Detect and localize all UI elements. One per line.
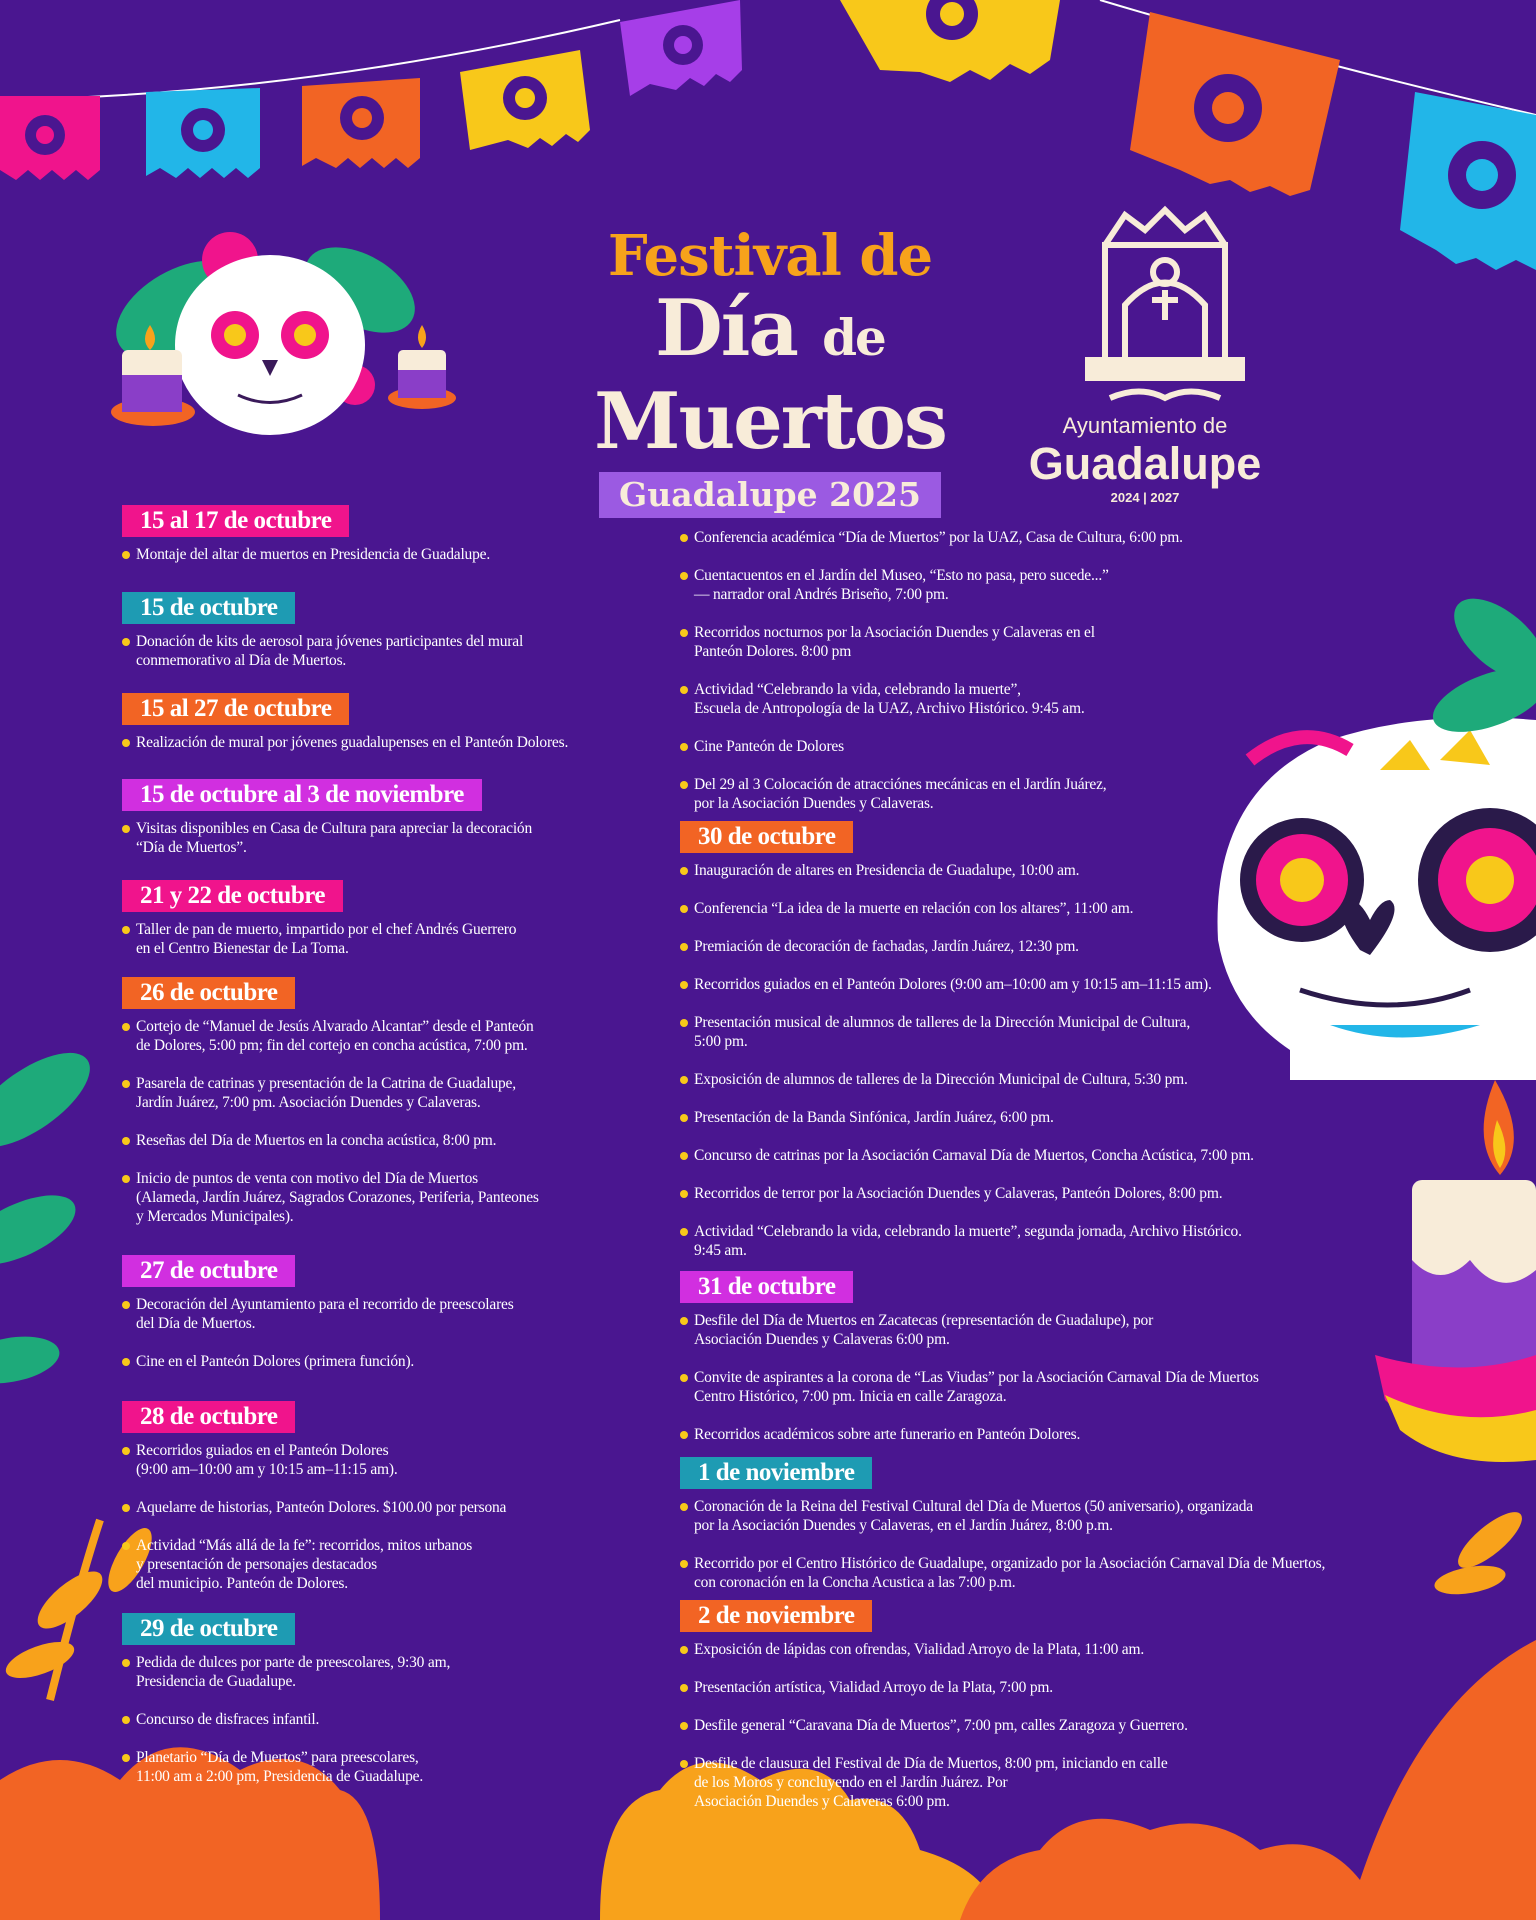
ayuntamiento-logo (990, 413, 1300, 507)
title-line-2 (500, 283, 1040, 467)
date-section (680, 821, 1420, 1279)
event-item (122, 1441, 662, 1479)
event-text-line: Escuela de Antropología de la UAZ, Archivo Histórico. 9:45 am. (694, 700, 1085, 717)
event-text-line: y presentación de personajes destacados (136, 1556, 377, 1573)
date-badge: 15 al 27 de octubre (122, 693, 349, 725)
event-text-line: Pasarela de catrinas y presentación de la Catrina de Guadalupe, (136, 1075, 516, 1092)
event-item (680, 737, 1420, 756)
event-text-line: Conferencia “La idea de la muerte en relación con los altares”, 11:00 am. (694, 900, 1134, 917)
event-text-line: Recorridos nocturnos por la Asociación Duendes y Calaveras en el (694, 624, 1095, 641)
event-text-line: Presidencia de Guadalupe. (136, 1673, 296, 1690)
event-item (122, 1074, 662, 1112)
event-text-line: Recorridos guiados en el Panteón Dolores (136, 1442, 389, 1459)
event-text-line: en el Centro Bienestar de La Toma. (136, 940, 349, 957)
date-badge: 29 de octubre (122, 1613, 295, 1645)
date-badge: 21 y 22 de octubre (122, 880, 343, 912)
event-text-line: Visitas disponibles en Casa de Cultura para apreciar la decoración (136, 820, 533, 837)
event-list (122, 1441, 662, 1593)
event-text-line: “Día de Muertos”. (136, 839, 247, 856)
event-item (122, 1017, 662, 1055)
event-text-line: Convite de aspirantes a la corona de “Las Viudas” por la Asociación Carnaval Día de Muertos (694, 1369, 1259, 1386)
event-text-line: y Mercados Municipales). (136, 1208, 294, 1225)
date-section (122, 592, 662, 689)
date-section (122, 1613, 662, 1805)
event-text-line: 9:45 am. (694, 1242, 747, 1259)
event-text-line: del Día de Muertos. (136, 1315, 256, 1332)
event-text-line: Presentación musical de alumnos de talleres de la Dirección Municipal de Cultura, (694, 1014, 1190, 1031)
event-item (680, 528, 1420, 547)
event-item (122, 733, 662, 752)
event-item (680, 937, 1420, 956)
event-text-line: por la Asociación Duendes y Calaveras. (694, 795, 934, 812)
event-text-line: Aquelarre de historias, Panteón Dolores. $100.00 por persona (136, 1499, 507, 1516)
event-text-line: Del 29 al 3 Colocación de atracciónes mecánicas en el Jardín Juárez, (694, 776, 1107, 793)
event-text-line: Reseñas del Día de Muertos en la concha acústica, 8:00 pm. (136, 1132, 497, 1149)
event-text-line: Concurso de disfraces infantil. (136, 1711, 320, 1728)
title-line-1: Festival de (607, 223, 933, 289)
event-item (680, 566, 1420, 604)
event-text-line: Jardín Juárez, 7:00 pm. Asociación Duendes y Calaveras. (136, 1094, 481, 1111)
event-list (122, 1017, 662, 1226)
date-section (122, 1255, 662, 1390)
date-section (122, 880, 662, 977)
event-list (122, 632, 662, 670)
event-item (122, 545, 662, 564)
date-section (122, 977, 662, 1245)
date-badge: 2 de noviembre (680, 1600, 872, 1632)
event-item (122, 920, 662, 958)
event-list (122, 733, 662, 752)
event-text-line: Inauguración de altares en Presidencia de Guadalupe, 10:00 am. (694, 862, 1080, 879)
event-text-line: Desfile de clausura del Festival de Día de Muertos, 8:00 pm, iniciando en calle (694, 1755, 1168, 1772)
event-item (680, 1013, 1420, 1051)
event-text-line: del municipio. Panteón de Dolores. (136, 1575, 348, 1592)
event-text-line: Recorridos académicos sobre arte funerario en Panteón Dolores. (694, 1426, 1081, 1443)
date-badge: 27 de octubre (122, 1255, 295, 1287)
event-text-line: Desfile del Día de Muertos en Zacatecas (representación de Guadalupe), por (694, 1312, 1154, 1329)
event-text-line: Exposición de alumnos de talleres de la Dirección Municipal de Cultura, 5:30 pm. (694, 1071, 1188, 1088)
event-text-line: Conferencia académica “Día de Muertos” por la UAZ, Casa de Cultura, 6:00 pm. (694, 529, 1183, 546)
logo-line-3: 2024 | 2027 (1110, 490, 1180, 505)
event-item (680, 1146, 1420, 1165)
event-text-line: Exposición de lápidas con ofrendas, Vialidad Arroyo de la Plata, 11:00 am. (694, 1641, 1145, 1658)
event-item (680, 1497, 1420, 1535)
event-text-line: conmemorativo al Día de Muertos. (136, 652, 347, 669)
event-text-line: Coronación de la Reina del Festival Cultural del Día de Muertos (50 aniversario), organizada (694, 1498, 1253, 1515)
event-text-line: Panteón Dolores. 8:00 pm (694, 643, 852, 660)
subtitle-badge: Guadalupe 2025 (599, 472, 941, 518)
event-text-line: Inicio de puntos de venta con motivo del Día de Muertos (136, 1170, 478, 1187)
event-text-line: de los Moros y concluyendo en el Jardín Juárez. Por (694, 1774, 1008, 1791)
event-item (122, 1498, 662, 1517)
event-item (122, 1295, 662, 1333)
event-item (680, 1311, 1420, 1349)
event-text-line: Actividad “Celebrando la vida, celebrando la muerte”, (694, 681, 1021, 698)
event-list (680, 528, 1420, 813)
event-text-line: Presentación de la Banda Sinfónica, Jardín Juárez, 6:00 pm. (694, 1109, 1054, 1126)
event-text-line: Asociación Duendes y Calaveras 6:00 pm. (694, 1793, 950, 1810)
event-text-line: Actividad “Celebrando la vida, celebrando la muerte”, segunda jornada, Archivo Histórico. (694, 1223, 1242, 1240)
event-text-line: Asociación Duendes y Calaveras 6:00 pm. (694, 1331, 950, 1348)
event-text-line: Recorridos guiados en el Panteón Dolores (9:00 am–10:00 am y 10:15 am–11:15 am). (694, 976, 1212, 993)
event-text-line: 11:00 am a 2:00 pm, Presidencia de Guadalupe. (136, 1768, 423, 1785)
event-text-line: Cine en el Panteón Dolores (primera función). (136, 1353, 415, 1370)
event-item (680, 1678, 1420, 1697)
date-badge: 26 de octubre (122, 977, 295, 1009)
date-section (122, 1401, 662, 1612)
event-item (122, 819, 662, 857)
date-section (680, 1457, 1420, 1611)
event-item (680, 1108, 1420, 1127)
event-text-line: Desfile general “Caravana Día de Muertos”, 7:00 pm, calles Zaragoza y Guerrero. (694, 1717, 1188, 1734)
event-item (680, 1184, 1420, 1203)
title-word-dia: Día (655, 283, 797, 374)
event-text-line: Centro Histórico, 7:00 pm. Inicia en calle Zaragoza. (694, 1388, 1007, 1405)
logo-line-1: Ayuntamiento de (1062, 413, 1228, 438)
event-item (680, 1640, 1420, 1659)
title-word-muertos: Muertos (594, 376, 946, 467)
date-badge: 30 de octubre (680, 821, 853, 853)
event-item (122, 1653, 662, 1691)
festival-title (500, 225, 1040, 518)
event-text-line: Recorrido por el Centro Histórico de Guadalupe, organizado por la Asociación Carnaval Día de Muertos, (694, 1555, 1326, 1572)
date-badge: 15 al 17 de octubre (122, 505, 349, 537)
event-item (680, 975, 1420, 994)
event-list (122, 819, 662, 857)
date-badge: 15 de octubre al 3 de noviembre (122, 779, 482, 811)
church-tower-emblem-icon (1088, 210, 1242, 398)
event-text-line: Montaje del altar de muertos en Presidencia de Guadalupe. (136, 546, 491, 563)
event-item (680, 775, 1420, 813)
event-item (122, 1536, 662, 1593)
event-text-line: Planetario “Día de Muertos” para preescolares, (136, 1749, 419, 1766)
intro-events (680, 520, 1420, 832)
event-item (680, 1554, 1420, 1592)
event-text-line: 5:00 pm. (694, 1033, 748, 1050)
event-text-line: por la Asociación Duendes y Calaveras, en el Jardín Juárez, 8:00 p.m. (694, 1517, 1113, 1534)
event-text-line: Decoración del Ayuntamiento para el recorrido de preescolares (136, 1296, 514, 1313)
event-text-line: Presentación artística, Vialidad Arroyo de la Plata, 7:00 pm. (694, 1679, 1053, 1696)
event-item (680, 1716, 1420, 1735)
event-item (122, 632, 662, 670)
event-list (680, 1640, 1420, 1811)
event-item (680, 899, 1420, 918)
date-badge: 1 de noviembre (680, 1457, 872, 1489)
event-item (680, 680, 1420, 718)
event-item (680, 1425, 1420, 1444)
event-text-line: Donación de kits de aerosol para jóvenes participantes del mural (136, 633, 524, 650)
date-section (680, 1271, 1420, 1463)
title-word-de: de (822, 308, 885, 367)
event-item (122, 1352, 662, 1371)
event-item (122, 1169, 662, 1226)
event-item (680, 623, 1420, 661)
event-text-line: Pedida de dulces por parte de preescolares, 9:30 am, (136, 1654, 451, 1671)
event-text-line: Actividad “Más allá de la fe”: recorridos, mitos urbanos (136, 1537, 473, 1554)
event-list (122, 1295, 662, 1371)
event-text-line: Premiación de decoración de fachadas, Jardín Juárez, 12:30 pm. (694, 938, 1079, 955)
event-list (680, 861, 1420, 1260)
event-text-line: Concurso de catrinas por la Asociación Carnaval Día de Muertos, Concha Acústica, 7:00 pm. (694, 1147, 1254, 1164)
event-list (122, 1653, 662, 1786)
event-list (122, 545, 662, 564)
date-section (680, 1600, 1420, 1830)
event-text-line: — narrador oral Andrés Briseño, 7:00 pm. (694, 586, 949, 603)
event-text-line: (Alameda, Jardín Juárez, Sagrados Corazones, Periferia, Panteones (136, 1189, 539, 1206)
event-item (680, 1754, 1420, 1811)
event-item (122, 1748, 662, 1786)
date-badge: 28 de octubre (122, 1401, 295, 1433)
event-item (680, 1070, 1420, 1089)
event-text-line: de Dolores, 5:00 pm; fin del cortejo en concha acústica, 7:00 pm. (136, 1037, 528, 1054)
event-text-line: Taller de pan de muerto, impartido por el chef Andrés Guerrero (136, 921, 517, 938)
date-section (122, 505, 662, 583)
date-badge: 15 de octubre (122, 592, 295, 624)
event-item (680, 1222, 1420, 1260)
date-section (122, 693, 662, 771)
event-text-line: Recorridos de terror por la Asociación Duendes y Calaveras, Panteón Dolores, 8:00 pm. (694, 1185, 1223, 1202)
logo-line-2: Guadalupe (1028, 438, 1262, 489)
event-text-line: Cuentacuentos en el Jardín del Museo, “Esto no pasa, pero sucede...” (694, 567, 1109, 584)
event-list (122, 920, 662, 958)
event-text-line: (9:00 am–10:00 am y 10:15 am–11:15 am). (136, 1461, 398, 1478)
event-text-line: con coronación en la Concha Acustica a las 7:00 p.m. (694, 1574, 1016, 1591)
event-text-line: Cine Panteón de Dolores (694, 738, 844, 755)
date-badge: 31 de octubre (680, 1271, 853, 1303)
event-item (122, 1710, 662, 1729)
event-list (680, 1311, 1420, 1444)
event-item (680, 1368, 1420, 1406)
event-item (122, 1131, 662, 1150)
event-text-line: Realización de mural por jóvenes guadalupenses en el Panteón Dolores. (136, 734, 569, 751)
date-section (122, 779, 662, 876)
event-item (680, 861, 1420, 880)
event-text-line: Cortejo de “Manuel de Jesús Alvarado Alcantar” desde el Panteón (136, 1018, 534, 1035)
event-list (680, 1497, 1420, 1592)
